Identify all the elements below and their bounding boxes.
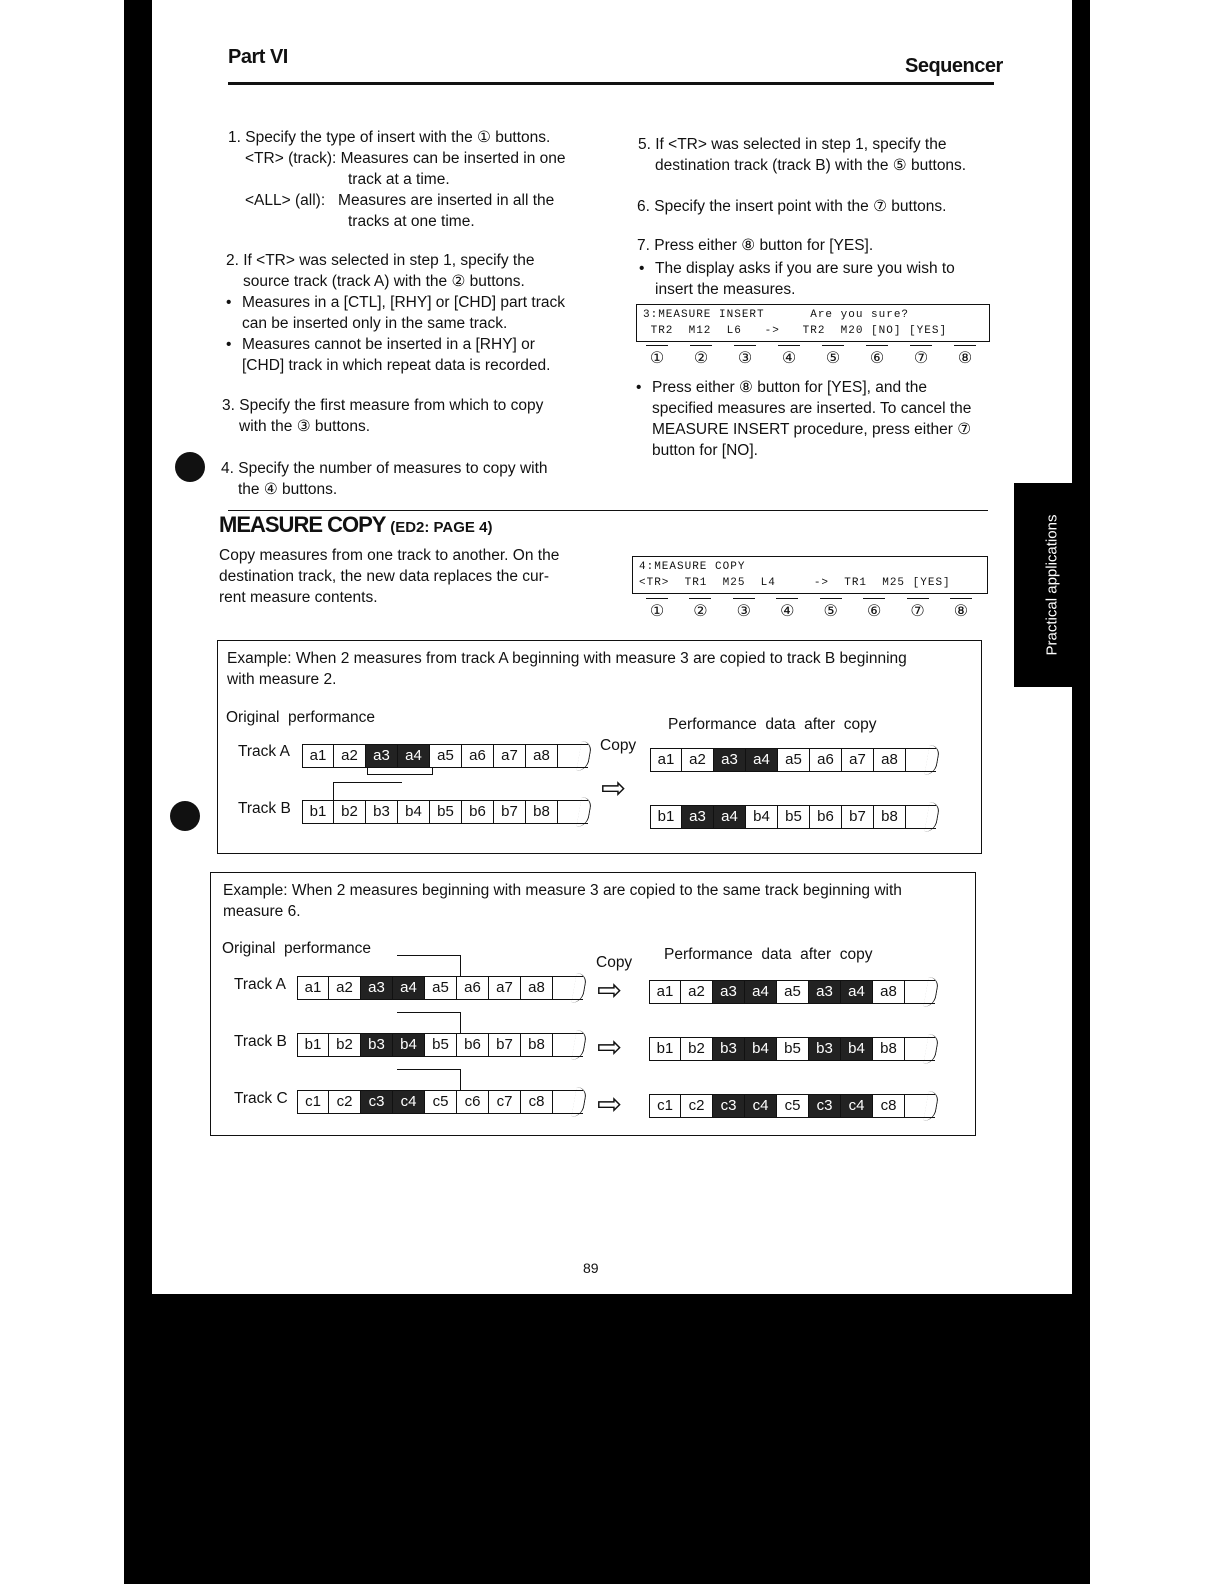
measure-cell: c3 — [361, 1090, 393, 1114]
track-a-label: Track A — [234, 976, 286, 993]
measure-cell: b6 — [810, 805, 842, 829]
track-c-label: Track C — [234, 1090, 288, 1107]
track-continuation — [558, 800, 588, 824]
measure-cell: a2 — [681, 980, 713, 1004]
measure-cell: b1 — [649, 1037, 681, 1061]
measure-cell: a3 — [809, 980, 841, 1004]
measure-cell: a7 — [489, 976, 521, 1000]
page-number: 89 — [583, 1260, 599, 1276]
track-continuation — [553, 976, 583, 1000]
right-arrow-icon: ⇨ — [601, 772, 627, 805]
copy-connector — [397, 1069, 461, 1090]
measure-cell: c4 — [393, 1090, 425, 1114]
bullet-note-2: • Measures cannot be inserted in a [RHY] or [CHD] track in which repeat data is recorded. — [242, 334, 550, 376]
step-1-line: tracks at one time. — [348, 213, 475, 230]
right-arrow-icon: ⇨ — [597, 1031, 623, 1064]
right-arrow-icon: ⇨ — [597, 1088, 623, 1121]
measure-cell: c4 — [841, 1094, 873, 1118]
track-continuation — [905, 1037, 935, 1061]
button-number-row: ① ② ③ ④ ⑤ ⑥ ⑦ ⑧ — [646, 598, 972, 621]
measure-cell: a3 — [682, 805, 714, 829]
measure-cell: b4 — [746, 805, 778, 829]
measure-cell: b2 — [329, 1033, 361, 1057]
section-description: Copy measures from one track to another. On the destination track, the new data replaces the cur- rent measure contents. — [219, 547, 560, 606]
measure-cell: a4 — [841, 980, 873, 1004]
track-row — [650, 805, 936, 829]
measure-cell: a5 — [430, 744, 462, 768]
copy-label: Copy — [596, 954, 633, 971]
measure-cell: b2 — [681, 1037, 713, 1061]
bullet-note-1: • Measures in a [CTL], [RHY] or [CHD] part track can be inserted only in the same track. — [242, 292, 565, 334]
measure-cell: a7 — [494, 744, 526, 768]
measure-cell: a3 — [366, 744, 398, 768]
header-rule — [228, 82, 994, 85]
step-6: 6. Specify the insert point with the ⑦ buttons. — [637, 198, 947, 215]
measure-cell: b7 — [842, 805, 874, 829]
measure-cell: a4 — [714, 805, 746, 829]
measure-cell: c1 — [649, 1094, 681, 1118]
measure-cell: c4 — [745, 1094, 777, 1118]
track-row — [302, 800, 588, 824]
button-ref-7: ⑦ — [910, 345, 932, 368]
measure-cell: a6 — [462, 744, 494, 768]
button-ref-1: ① — [646, 345, 668, 368]
measure-cell: b1 — [302, 800, 334, 824]
track-row — [297, 1033, 583, 1057]
step-1-line: <ALL> (all): Measures are inserted in all the — [245, 192, 555, 209]
lcd-display-insert: 3:MEASURE INSERT Are you sure? TR2 M12 L6 -> TR2 M20 [NO] [YES] — [636, 304, 990, 342]
copy-connector — [397, 955, 461, 976]
measure-cell: a2 — [334, 744, 366, 768]
measure-cell: a5 — [425, 976, 457, 1000]
measure-cell: a4 — [398, 744, 430, 768]
after-copy-label: Performance data after copy — [664, 946, 873, 963]
after-copy-label: Performance data after copy — [668, 716, 877, 733]
button-ref-4: ④ — [778, 345, 800, 368]
bullet-note-3: • The display asks if you are sure you wish to insert the measures. — [655, 258, 955, 300]
measure-cell: c1 — [297, 1090, 329, 1114]
measure-cell: a5 — [777, 980, 809, 1004]
measure-cell: b8 — [874, 805, 906, 829]
step-4: 4. Specify the number of measures to copy with the ④ buttons. — [221, 460, 548, 498]
button-number-row — [646, 345, 976, 368]
measure-cell: b5 — [777, 1037, 809, 1061]
track-row — [649, 980, 935, 1004]
track-row — [302, 744, 588, 768]
measure-cell: a1 — [649, 980, 681, 1004]
button-ref-2: ② — [690, 345, 712, 368]
example-1-caption: Example: When 2 measures from track A beginning with measure 3 are copied to track B beginning with measure 2. — [227, 650, 907, 688]
step-2 — [226, 250, 534, 292]
step-2-line: 2. If <TR> was selected in step 1, specify the — [226, 252, 535, 269]
example-2-caption: Example: When 2 measures beginning with measure 3 are copied to the same track beginning with measure 6. — [223, 882, 902, 920]
track-continuation — [905, 1094, 935, 1118]
measure-cell: b3 — [361, 1033, 393, 1057]
track-row — [649, 1037, 935, 1061]
measure-cell: b7 — [494, 800, 526, 824]
track-row — [297, 976, 583, 1000]
measure-cell: b3 — [713, 1037, 745, 1061]
lcd-display-copy: 4:MEASURE COPY <TR> TR1 M25 L4 -> TR1 M25 [YES] — [632, 556, 988, 594]
section-rule — [228, 510, 988, 511]
measure-cell: a4 — [746, 748, 778, 772]
measure-cell: a8 — [521, 976, 553, 1000]
button-ref-5: ⑤ — [822, 345, 844, 368]
measure-cell: a5 — [778, 748, 810, 772]
measure-cell: b8 — [873, 1037, 905, 1061]
original-performance-label: Original performance — [222, 940, 372, 957]
step-1-line: <TR> (track): Measures can be inserted in one — [245, 150, 566, 167]
measure-cell: c5 — [777, 1094, 809, 1118]
track-b-label: Track B — [238, 800, 291, 817]
track-continuation — [905, 980, 935, 1004]
copy-bracket — [367, 768, 433, 775]
track-a-label: Track A — [238, 743, 290, 760]
step-1-line: 1. Specify the type of insert with the ① buttons. — [228, 129, 551, 146]
track-continuation — [553, 1090, 583, 1114]
measure-cell: a2 — [682, 748, 714, 772]
button-ref-8: ⑧ — [954, 345, 976, 368]
measure-cell: b1 — [650, 805, 682, 829]
binder-hole — [170, 801, 200, 831]
measure-cell: b4 — [745, 1037, 777, 1061]
measure-cell: a2 — [329, 976, 361, 1000]
measure-cell: a3 — [714, 748, 746, 772]
track-row — [297, 1090, 583, 1114]
measure-cell: a3 — [713, 980, 745, 1004]
measure-cell: a7 — [842, 748, 874, 772]
track-continuation — [553, 1033, 583, 1057]
measure-cell: b1 — [297, 1033, 329, 1057]
measure-cell: a1 — [297, 976, 329, 1000]
part-label: Part VI — [228, 46, 288, 68]
measure-cell: b7 — [489, 1033, 521, 1057]
measure-cell: b5 — [430, 800, 462, 824]
track-b-label: Track B — [234, 1033, 287, 1050]
measure-cell: c3 — [809, 1094, 841, 1118]
copy-connector — [333, 782, 402, 801]
measure-cell: a1 — [302, 744, 334, 768]
bullet-note-4: • Press either ⑧ button for [YES], and the specified measures are inserted. To cancel the MEASURE INSERT procedure, press either ⑦ button for [NO]. — [652, 377, 971, 461]
measure-cell: c8 — [521, 1090, 553, 1114]
measure-cell: c2 — [681, 1094, 713, 1118]
section-title: MEASURE COPY (ED2: PAGE 4) — [219, 512, 493, 537]
measure-cell: b6 — [457, 1033, 489, 1057]
measure-cell: c2 — [329, 1090, 361, 1114]
step-7: 7. Press either ⑧ button for [YES]. — [637, 237, 874, 254]
step-2-line: source track (track A) with the ② buttons. — [243, 273, 525, 290]
step-1-line: track at a time. — [348, 171, 450, 188]
measure-cell: b5 — [778, 805, 810, 829]
binder-hole — [175, 452, 205, 482]
measure-cell: a4 — [745, 980, 777, 1004]
measure-cell: b6 — [462, 800, 494, 824]
copy-label: Copy — [600, 737, 637, 754]
measure-cell: c6 — [457, 1090, 489, 1114]
step-3: 3. Specify the first measure from which to copy with the ③ buttons. — [222, 397, 544, 435]
measure-cell: a3 — [361, 976, 393, 1000]
measure-cell: a1 — [650, 748, 682, 772]
measure-cell: b2 — [334, 800, 366, 824]
button-ref-3: ③ — [734, 345, 756, 368]
measure-cell: a6 — [457, 976, 489, 1000]
measure-cell: c7 — [489, 1090, 521, 1114]
measure-cell: b4 — [393, 1033, 425, 1057]
measure-cell: c5 — [425, 1090, 457, 1114]
measure-cell: b3 — [809, 1037, 841, 1061]
track-row — [650, 748, 936, 772]
measure-cell: b8 — [526, 800, 558, 824]
measure-cell: a8 — [873, 980, 905, 1004]
copy-connector — [397, 1012, 461, 1033]
button-ref-6: ⑥ — [866, 345, 888, 368]
measure-cell: b3 — [366, 800, 398, 824]
side-tab: Practical applications — [1014, 483, 1090, 687]
original-performance-label: Original performance — [226, 709, 376, 726]
track-row — [649, 1094, 935, 1118]
measure-cell: c8 — [873, 1094, 905, 1118]
measure-cell: a8 — [526, 744, 558, 768]
step-5: 5. If <TR> was selected in step 1, specify the destination track (track B) with the ⑤ buttons. — [638, 136, 967, 174]
measure-cell: b4 — [841, 1037, 873, 1061]
measure-cell: b5 — [425, 1033, 457, 1057]
track-continuation — [906, 805, 936, 829]
right-arrow-icon: ⇨ — [597, 974, 623, 1007]
measure-cell: b4 — [398, 800, 430, 824]
measure-cell: b8 — [521, 1033, 553, 1057]
measure-cell: a6 — [810, 748, 842, 772]
track-continuation — [906, 748, 936, 772]
section-label: Sequencer — [905, 55, 1003, 77]
step-1 — [228, 127, 565, 232]
measure-cell: a4 — [393, 976, 425, 1000]
track-continuation — [558, 744, 588, 768]
measure-cell: a8 — [874, 748, 906, 772]
measure-cell: c3 — [713, 1094, 745, 1118]
